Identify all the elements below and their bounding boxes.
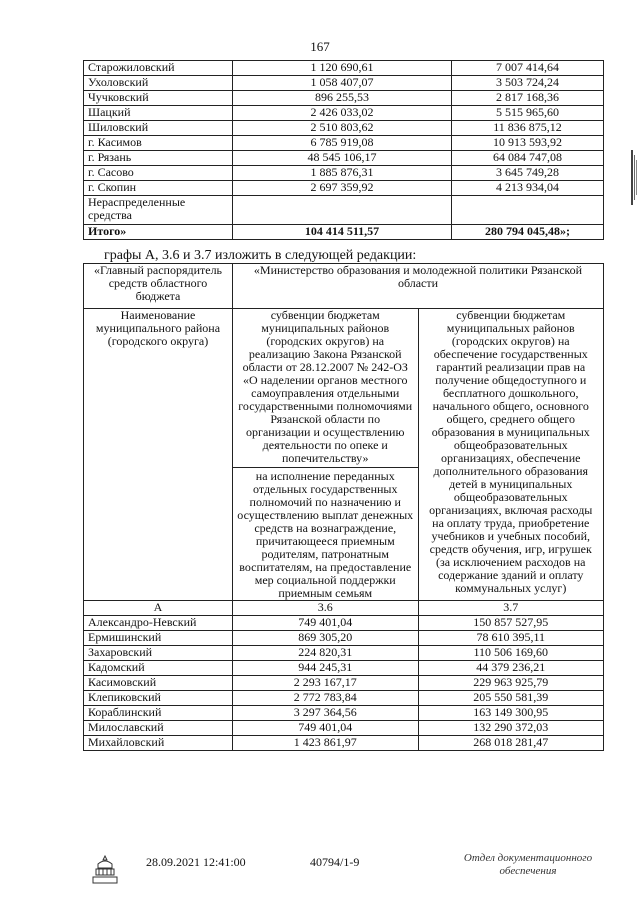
amount-first: 48 545 106,17: [233, 151, 452, 166]
amount-first: 2 697 359,92: [233, 181, 452, 196]
amount-3-7: 163 149 300,95: [418, 706, 604, 721]
amount-second: 5 515 965,60: [452, 106, 604, 121]
subvention-table: [83, 263, 604, 751]
amount-first: 2 426 033,02: [233, 106, 452, 121]
amount-first: 2 510 803,62: [233, 121, 452, 136]
column-3-6-description-main: субвенции бюджетам муниципальных районов (городских округов) на реализацию Закона Рязанской области от 28.12.2007 № 242-ОЗ «О наделении органов местного самоуправления отдельными государственными полномочиями Рязанской области по организации и осуществлению деятельности по опеке и попечительству»: [238, 308, 413, 465]
district-name: Ермишинский: [84, 631, 233, 646]
amount-3-6: 1 423 861,97: [233, 736, 419, 751]
table-row: [84, 676, 604, 691]
amount-second: 64 084 747,08: [452, 151, 604, 166]
amount-3-7: 110 506 169,60: [418, 646, 604, 661]
amount-second: 2 817 168,36: [452, 91, 604, 106]
footer-document-code: 40794/1-9: [310, 855, 360, 869]
district-name: Чучковский: [84, 91, 233, 106]
amount-first: 1 885 876,31: [233, 166, 452, 181]
amount-3-7: 44 379 236,21: [418, 661, 604, 676]
amount-3-6: 3 297 364,56: [233, 706, 419, 721]
table-row: [84, 181, 604, 196]
amount-3-7: 229 963 925,79: [418, 676, 604, 691]
table-row: [84, 691, 604, 706]
amount-3-6: 749 401,04: [233, 721, 419, 736]
district-name: Кораблинский: [84, 706, 233, 721]
amount-first: 1 120 690,61: [233, 61, 452, 76]
table-row: [84, 631, 604, 646]
table-row: [84, 661, 604, 676]
page-number: 167: [310, 39, 330, 54]
amount-first: 896 255,53: [233, 91, 452, 106]
table-row: [84, 106, 604, 121]
column-letter-a: А: [84, 601, 233, 616]
amount-3-6: 2 293 167,17: [233, 676, 419, 691]
name-column-header: Наименование муниципального района (городского округа): [84, 309, 233, 601]
ministry-name: «Министерство образования и молодежной политики Рязанской области: [233, 264, 604, 309]
amount-3-6: 944 245,31: [233, 661, 419, 676]
footer-datetime: 28.09.2021 12:41:00: [146, 855, 246, 869]
amount-3-7: 132 290 372,03: [418, 721, 604, 736]
amount-3-7: 205 550 581,39: [418, 691, 604, 706]
amount-second: 11 836 875,12: [452, 121, 604, 136]
amount-3-7: 78 610 395,11: [418, 631, 604, 646]
table-row: [84, 616, 604, 631]
total-amount-first: 104 414 511,57: [233, 225, 452, 240]
column-3-7-description: субвенции бюджетам муниципальных районов (городских округов) на обеспечение государственных гарантий реализации прав на получение общедоступного и бесплатного дошкольного, начального общего, основного общего, среднего общего образования в муниципальных общеобразовательных организациях, обеспечение дополнительного образования детей в муниципальных общеобразовательных организациях, включая расходы на оплату труда, приобретение учебников и учебных пособий, средств обучения, игр, игрушек (за исключением расходов на содержание зданий и оплату коммунальных услуг): [418, 309, 604, 601]
district-name: Захаровский: [84, 646, 233, 661]
footer-department-line2: обеспечения: [499, 865, 557, 877]
amount-3-7: 150 857 527,95: [418, 616, 604, 631]
district-name: Касимовский: [84, 676, 233, 691]
amount-second: 4 213 934,04: [452, 181, 604, 196]
margin-scan-mark: [631, 150, 637, 205]
table-row: [84, 166, 604, 181]
unallocated-label-line2: средства: [88, 208, 133, 222]
section-heading: графы А, 3.6 и 3.7 изложить в следующей редакции:: [104, 248, 417, 263]
column-number-3-6: 3.6: [233, 601, 419, 616]
table-row: [84, 121, 604, 136]
district-name: Шиловский: [84, 121, 233, 136]
district-name: г. Скопин: [84, 181, 233, 196]
empty-cell: [452, 196, 604, 225]
emblem-icon: [90, 854, 120, 886]
district-name: г. Сасово: [84, 166, 233, 181]
amount-second: 10 913 593,92: [452, 136, 604, 151]
amount-second: 7 007 414,64: [452, 61, 604, 76]
main-manager-label: «Главный распорядитель средств областного бюджета: [84, 264, 233, 309]
table-row: [84, 151, 604, 166]
table-row: [84, 91, 604, 106]
district-name: Кадомский: [84, 661, 233, 676]
district-name: г. Рязань: [84, 151, 233, 166]
district-name: Михайловский: [84, 736, 233, 751]
column-3-6-description: [233, 309, 419, 601]
unallocated-label: [84, 196, 233, 225]
unallocated-label-line1: Нераспределенные: [88, 195, 186, 209]
column-3-6-description-purpose: на исполнение переданных отдельных государственных полномочий по назначению и осуществлению выплат денежных средств на вознаграждение, причитающееся приемным родителям, патронатным воспитателям, на предоставление мер социальной поддержки приемным семьям: [233, 467, 418, 600]
footer-department: [448, 852, 608, 878]
amount-second: 3 503 724,24: [452, 76, 604, 91]
funds-table-continuation: [83, 60, 604, 240]
district-name: Ухоловский: [84, 76, 233, 91]
unallocated-row: [84, 196, 604, 225]
district-name: г. Касимов: [84, 136, 233, 151]
total-row: [84, 225, 604, 240]
district-name: Клепиковский: [84, 691, 233, 706]
amount-second: 3 645 749,28: [452, 166, 604, 181]
table-row: [84, 721, 604, 736]
total-label: Итого»: [84, 225, 233, 240]
table-row: [84, 646, 604, 661]
district-name: Старожиловский: [84, 61, 233, 76]
district-name: Александро-Невский: [84, 616, 233, 631]
district-name: Милославский: [84, 721, 233, 736]
table-row: [84, 76, 604, 91]
district-name: Шацкий: [84, 106, 233, 121]
empty-cell: [233, 196, 452, 225]
amount-3-7: 268 018 281,47: [418, 736, 604, 751]
footer-department-line1: Отдел документационного: [463, 852, 593, 864]
amount-first: 6 785 919,08: [233, 136, 452, 151]
column-number-3-7: 3.7: [418, 601, 604, 616]
amount-3-6: 224 820,31: [233, 646, 419, 661]
amount-3-6: 869 305,20: [233, 631, 419, 646]
amount-first: 1 058 407,07: [233, 76, 452, 91]
table-row: [84, 136, 604, 151]
total-amount-second: 280 794 045,48»;: [452, 225, 604, 240]
table-row: [84, 706, 604, 721]
amount-3-6: 749 401,04: [233, 616, 419, 631]
table-row: [84, 61, 604, 76]
amount-3-6: 2 772 783,84: [233, 691, 419, 706]
table-row: [84, 736, 604, 751]
